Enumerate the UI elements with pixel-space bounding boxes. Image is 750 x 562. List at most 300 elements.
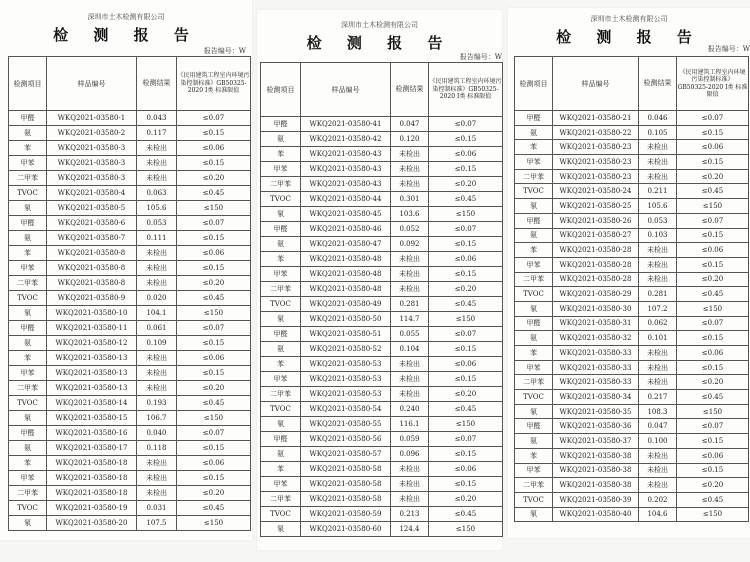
cell-item: 二甲苯 — [515, 478, 553, 493]
cell-result: 104.6 — [639, 507, 677, 522]
table-row — [261, 237, 503, 252]
cell-result: 未检出 — [639, 346, 677, 361]
cell-result: 未检出 — [391, 177, 429, 192]
cell-item: 二甲苯 — [515, 169, 553, 184]
cell-limit: ≤0.20 — [677, 478, 749, 493]
cell-sample-no: WKQ2021-03580-8 — [47, 276, 137, 291]
cell-limit: ≤0.15 — [677, 155, 749, 170]
cell-item: 甲醛 — [261, 432, 301, 447]
cell-sample-no: WKQ2021-03580-39 — [553, 492, 639, 507]
cell-result: 107.5 — [137, 516, 177, 531]
cell-item: 二甲苯 — [261, 177, 301, 192]
cell-result: 未检出 — [391, 162, 429, 177]
cell-result: 0.047 — [639, 419, 677, 434]
table-row — [261, 342, 503, 357]
cell-limit: ≤0.20 — [177, 381, 251, 396]
cell-item: 氡 — [515, 404, 553, 419]
cell-limit: ≤0.15 — [677, 360, 749, 375]
cell-limit: ≤0.15 — [429, 372, 503, 387]
table-row — [515, 331, 749, 346]
cell-limit: ≤0.45 — [429, 507, 503, 522]
cell-result: 未检出 — [391, 252, 429, 267]
cell-item: 氨 — [9, 336, 47, 351]
table-row — [515, 257, 749, 272]
cell-result: 0.240 — [391, 402, 429, 417]
cell-limit: ≤0.20 — [429, 387, 503, 402]
report-number: 报告编号：W — [707, 45, 750, 53]
cell-sample-no: WKQ2021-03580-13 — [47, 366, 137, 381]
cell-sample-no: WKQ2021-03580-38 — [553, 463, 639, 478]
results-table — [514, 56, 749, 522]
table-row — [9, 126, 251, 141]
table-row — [9, 456, 251, 471]
table-row — [261, 462, 503, 477]
cell-item: 甲醛 — [9, 216, 47, 231]
table-row — [515, 390, 749, 405]
cell-result: 未检出 — [639, 257, 677, 272]
cell-limit: ≤150 — [177, 306, 251, 321]
table-row — [261, 192, 503, 207]
cell-limit: ≤0.15 — [177, 336, 251, 351]
cell-result: 未检出 — [639, 360, 677, 375]
cell-item: 二甲苯 — [515, 375, 553, 390]
cell-sample-no: WKQ2021-03580-27 — [553, 228, 639, 243]
table-row — [515, 228, 749, 243]
cell-result: 未检出 — [639, 375, 677, 390]
cell-limit: ≤0.15 — [177, 471, 251, 486]
cell-result: 未检出 — [137, 171, 177, 186]
cell-limit: ≤0.06 — [677, 346, 749, 361]
table-row — [261, 402, 503, 417]
table-row — [515, 507, 749, 522]
table-row — [261, 207, 503, 222]
cell-item: 苯 — [261, 147, 301, 162]
table-row — [9, 516, 251, 531]
table-row — [9, 501, 251, 516]
cell-item: 氨 — [515, 125, 553, 140]
cell-sample-no: WKQ2021-03580-50 — [301, 312, 391, 327]
cell-sample-no: WKQ2021-03580-35 — [553, 404, 639, 419]
cell-sample-no: WKQ2021-03580-13 — [47, 351, 137, 366]
cell-result: 0.117 — [137, 126, 177, 141]
header-limit: 《民用建筑工程室内环境污染控制标准》GB50325-2020 I类 标准限值 — [177, 57, 251, 111]
cell-limit: ≤0.20 — [177, 486, 251, 501]
cell-limit: ≤0.45 — [677, 390, 749, 405]
table-row — [9, 216, 251, 231]
cell-item: 甲醛 — [9, 426, 47, 441]
cell-result: 103.6 — [391, 207, 429, 222]
cell-item: 氡 — [9, 201, 47, 216]
header-limit: 《民用建筑工程室内环境污染控制标准》GB50325-2020 I类 标准限值 — [677, 57, 749, 111]
cell-limit: ≤0.15 — [429, 237, 503, 252]
cell-limit: ≤0.06 — [429, 462, 503, 477]
cell-item: 氡 — [515, 301, 553, 316]
cell-sample-no: WKQ2021-03580-28 — [553, 257, 639, 272]
cell-limit: ≤150 — [177, 201, 251, 216]
cell-limit: ≤0.07 — [677, 419, 749, 434]
cell-result: 0.031 — [137, 501, 177, 516]
cell-result: 未检出 — [639, 140, 677, 155]
cell-result: 未检出 — [137, 486, 177, 501]
table-row — [261, 252, 503, 267]
cell-limit: ≤150 — [677, 199, 749, 214]
cell-result: 未检出 — [639, 155, 677, 170]
cell-limit: ≤0.06 — [429, 357, 503, 372]
cell-limit: ≤150 — [677, 301, 749, 316]
report-number: 报告编号：W — [203, 47, 246, 55]
table-row — [515, 375, 749, 390]
table-row — [9, 321, 251, 336]
cell-item: 苯 — [515, 243, 553, 258]
cell-sample-no: WKQ2021-03580-53 — [301, 372, 391, 387]
cell-result: 0.040 — [137, 426, 177, 441]
cell-item: 氡 — [9, 306, 47, 321]
table-row — [9, 201, 251, 216]
cell-limit: ≤0.15 — [429, 342, 503, 357]
cell-item: 氡 — [9, 516, 47, 531]
table-row — [515, 478, 749, 493]
table-row — [515, 111, 749, 126]
company-name: 深圳市土木检测有限公司 — [590, 15, 668, 23]
cell-result: 未检出 — [639, 478, 677, 493]
cell-result: 未检出 — [391, 492, 429, 507]
cell-result: 未检出 — [391, 477, 429, 492]
cell-item: 氡 — [515, 507, 553, 522]
table-row — [261, 222, 503, 237]
company-name: 深圳市土木检测有限公司 — [87, 13, 165, 21]
cell-sample-no: WKQ2021-03580-7 — [47, 231, 137, 246]
cell-result: 0.052 — [391, 222, 429, 237]
cell-result: 108.3 — [639, 404, 677, 419]
table-row — [9, 141, 251, 156]
cell-sample-no: WKQ2021-03580-10 — [47, 306, 137, 321]
cell-result: 0.092 — [391, 237, 429, 252]
cell-item: 甲苯 — [515, 155, 553, 170]
header-sample-no: 样品编号 — [47, 57, 137, 111]
table-row — [261, 177, 503, 192]
cell-result: 0.062 — [639, 316, 677, 331]
cell-sample-no: WKQ2021-03580-3 — [47, 156, 137, 171]
cell-item: 氡 — [261, 207, 301, 222]
cell-sample-no: WKQ2021-03580-9 — [47, 291, 137, 306]
cell-item: 甲苯 — [9, 471, 47, 486]
cell-result: 未检出 — [639, 272, 677, 287]
cell-sample-no: WKQ2021-03580-18 — [47, 486, 137, 501]
cell-result: 未检出 — [391, 267, 429, 282]
cell-limit: ≤0.06 — [677, 243, 749, 258]
table-row — [261, 267, 503, 282]
cell-limit: ≤0.15 — [177, 261, 251, 276]
cell-limit: ≤0.15 — [429, 267, 503, 282]
cell-result: 0.111 — [137, 231, 177, 246]
report-sheet-1 — [0, 0, 252, 540]
cell-item: 氡 — [515, 199, 553, 214]
table-row — [9, 396, 251, 411]
cell-item: 甲苯 — [261, 372, 301, 387]
cell-sample-no: WKQ2021-03580-3 — [47, 141, 137, 156]
cell-sample-no: WKQ2021-03580-33 — [553, 360, 639, 375]
table-row — [261, 132, 503, 147]
cell-item: 甲苯 — [261, 162, 301, 177]
cell-sample-no: WKQ2021-03580-57 — [301, 447, 391, 462]
table-row — [515, 360, 749, 375]
table-row — [9, 426, 251, 441]
cell-limit: ≤0.45 — [177, 186, 251, 201]
cell-sample-no: WKQ2021-03580-53 — [301, 387, 391, 402]
cell-result: 未检出 — [639, 448, 677, 463]
cell-sample-no: WKQ2021-03580-32 — [553, 331, 639, 346]
cell-item: 氨 — [9, 126, 47, 141]
table-row — [261, 312, 503, 327]
cell-sample-no: WKQ2021-03580-1 — [47, 111, 137, 126]
table-row — [9, 246, 251, 261]
table-row — [9, 156, 251, 171]
cell-limit: ≤0.07 — [429, 117, 503, 132]
cell-limit: ≤150 — [429, 417, 503, 432]
cell-limit: ≤0.20 — [177, 171, 251, 186]
cell-result: 0.109 — [137, 336, 177, 351]
cell-sample-no: WKQ2021-03580-52 — [301, 342, 391, 357]
cell-sample-no: WKQ2021-03580-16 — [47, 426, 137, 441]
cell-sample-no: WKQ2021-03580-22 — [553, 125, 639, 140]
table-row — [9, 306, 251, 321]
cell-limit: ≤0.15 — [677, 257, 749, 272]
cell-result: 0.217 — [639, 390, 677, 405]
table-row — [261, 477, 503, 492]
cell-sample-no: WKQ2021-03580-25 — [553, 199, 639, 214]
cell-sample-no: WKQ2021-03580-2 — [47, 126, 137, 141]
table-row — [9, 261, 251, 276]
cell-sample-no: WKQ2021-03580-51 — [301, 327, 391, 342]
cell-sample-no: WKQ2021-03580-33 — [553, 346, 639, 361]
cell-sample-no: WKQ2021-03580-4 — [47, 186, 137, 201]
cell-result: 未检出 — [391, 462, 429, 477]
cell-item: 甲苯 — [515, 360, 553, 375]
cell-limit: ≤150 — [429, 312, 503, 327]
cell-item: 氨 — [261, 342, 301, 357]
table-row — [9, 471, 251, 486]
cell-item: TVOC — [261, 507, 301, 522]
cell-result: 0.281 — [391, 297, 429, 312]
cell-sample-no: WKQ2021-03580-23 — [553, 169, 639, 184]
company-name: 深圳市土木检测有限公司 — [341, 21, 418, 29]
cell-result: 0.213 — [391, 507, 429, 522]
cell-limit: ≤150 — [177, 411, 251, 426]
cell-sample-no: WKQ2021-03580-46 — [301, 222, 391, 237]
cell-limit: ≤150 — [677, 507, 749, 522]
table-row — [9, 336, 251, 351]
report-sheet-3 — [508, 8, 750, 538]
table-row — [515, 199, 749, 214]
table-row — [515, 301, 749, 316]
cell-item: 氨 — [9, 441, 47, 456]
cell-limit: ≤0.06 — [677, 448, 749, 463]
cell-item: 甲苯 — [261, 477, 301, 492]
cell-sample-no: WKQ2021-03580-6 — [47, 216, 137, 231]
cell-limit: ≤0.20 — [677, 169, 749, 184]
cell-item: 氨 — [515, 228, 553, 243]
cell-result: 未检出 — [137, 381, 177, 396]
cell-sample-no: WKQ2021-03580-58 — [301, 462, 391, 477]
cell-item: 甲醛 — [9, 111, 47, 126]
cell-limit: ≤0.45 — [429, 297, 503, 312]
cell-sample-no: WKQ2021-03580-56 — [301, 432, 391, 447]
cell-item: 甲苯 — [515, 257, 553, 272]
cell-result: 0.059 — [391, 432, 429, 447]
cell-limit: ≤0.07 — [177, 426, 251, 441]
header-item: 检测项目 — [261, 63, 301, 117]
cell-limit: ≤0.20 — [177, 276, 251, 291]
cell-item: 氡 — [9, 411, 47, 426]
cell-limit: ≤0.45 — [177, 291, 251, 306]
header-sample-no: 样品编号 — [301, 63, 391, 117]
cell-sample-no: WKQ2021-03580-47 — [301, 237, 391, 252]
cell-sample-no: WKQ2021-03580-59 — [301, 507, 391, 522]
cell-item: TVOC — [261, 402, 301, 417]
table-row — [9, 366, 251, 381]
cell-limit: ≤150 — [429, 522, 503, 537]
cell-sample-no: WKQ2021-03580-30 — [553, 301, 639, 316]
cell-sample-no: WKQ2021-03580-19 — [47, 501, 137, 516]
cell-item: 苯 — [9, 351, 47, 366]
table-row — [261, 447, 503, 462]
cell-sample-no: WKQ2021-03580-14 — [47, 396, 137, 411]
cell-sample-no: WKQ2021-03580-43 — [301, 177, 391, 192]
cell-limit: ≤0.07 — [677, 316, 749, 331]
cell-limit: ≤0.15 — [677, 463, 749, 478]
cell-result: 0.301 — [391, 192, 429, 207]
table-row — [9, 186, 251, 201]
cell-item: 氨 — [261, 237, 301, 252]
cell-item: 苯 — [9, 246, 47, 261]
cell-limit: ≤0.20 — [677, 272, 749, 287]
cell-result: 未检出 — [391, 387, 429, 402]
cell-item: 氨 — [515, 434, 553, 449]
report-title: 检 测 报 告 — [306, 34, 453, 52]
cell-result: 未检出 — [639, 169, 677, 184]
cell-result: 未检出 — [137, 471, 177, 486]
cell-sample-no: WKQ2021-03580-11 — [47, 321, 137, 336]
cell-result: 未检出 — [137, 156, 177, 171]
cell-result: 0.020 — [137, 291, 177, 306]
cell-limit: ≤0.15 — [677, 228, 749, 243]
cell-item: 二甲苯 — [9, 381, 47, 396]
cell-item: 氨 — [261, 447, 301, 462]
cell-limit: ≤0.20 — [429, 492, 503, 507]
cell-limit: ≤0.15 — [677, 125, 749, 140]
cell-limit: ≤0.45 — [429, 402, 503, 417]
cell-sample-no: WKQ2021-03580-48 — [301, 282, 391, 297]
cell-item: TVOC — [515, 390, 553, 405]
cell-limit: ≤0.06 — [177, 456, 251, 471]
cell-sample-no: WKQ2021-03580-58 — [301, 477, 391, 492]
table-row — [9, 171, 251, 186]
table-row — [9, 111, 251, 126]
cell-result: 未检出 — [137, 276, 177, 291]
table-row — [261, 432, 503, 447]
table-row — [261, 162, 503, 177]
cell-result: 未检出 — [137, 351, 177, 366]
cell-sample-no: WKQ2021-03580-31 — [553, 316, 639, 331]
cell-limit: ≤0.06 — [677, 140, 749, 155]
cell-result: 未检出 — [639, 463, 677, 478]
cell-item: 甲苯 — [9, 366, 47, 381]
cell-result: 0.061 — [137, 321, 177, 336]
table-row — [9, 411, 251, 426]
cell-limit: ≤0.06 — [177, 141, 251, 156]
cell-sample-no: WKQ2021-03580-38 — [553, 448, 639, 463]
cell-limit: ≤0.45 — [177, 396, 251, 411]
table-row — [515, 155, 749, 170]
header-sample-no: 样品编号 — [553, 57, 639, 111]
table-row — [261, 507, 503, 522]
cell-result: 未检出 — [639, 243, 677, 258]
table-row — [515, 213, 749, 228]
cell-item: 甲醛 — [515, 419, 553, 434]
table-row — [9, 486, 251, 501]
cell-result: 0.053 — [137, 216, 177, 231]
cell-item: 甲醛 — [261, 222, 301, 237]
cell-item: 氨 — [9, 231, 47, 246]
cell-result: 0.043 — [137, 111, 177, 126]
cell-item: 二甲苯 — [261, 492, 301, 507]
header-limit: 《民用建筑工程室内环境污染控制标准》GB50325-2020 I类 标准限值 — [429, 63, 503, 117]
cell-result: 0.053 — [639, 213, 677, 228]
cell-result: 0.101 — [639, 331, 677, 346]
table-row — [515, 184, 749, 199]
cell-sample-no: WKQ2021-03580-8 — [47, 246, 137, 261]
table-row — [9, 381, 251, 396]
cell-item: TVOC — [9, 186, 47, 201]
cell-item: 二甲苯 — [9, 486, 47, 501]
header-item: 检测项目 — [9, 57, 47, 111]
cell-item: TVOC — [515, 492, 553, 507]
cell-limit: ≤0.07 — [677, 111, 749, 126]
cell-sample-no: WKQ2021-03580-37 — [553, 434, 639, 449]
cell-limit: ≤0.06 — [429, 252, 503, 267]
cell-sample-no: WKQ2021-03580-28 — [553, 272, 639, 287]
cell-item: 甲苯 — [515, 463, 553, 478]
cell-result: 107.2 — [639, 301, 677, 316]
header-item: 检测项目 — [515, 57, 553, 111]
cell-item: 二甲苯 — [261, 282, 301, 297]
cell-limit: ≤0.15 — [677, 331, 749, 346]
cell-item: 二甲苯 — [9, 276, 47, 291]
cell-limit: ≤0.15 — [177, 441, 251, 456]
cell-result: 0.202 — [639, 492, 677, 507]
cell-limit: ≤0.07 — [177, 111, 251, 126]
cell-item: 苯 — [515, 448, 553, 463]
cell-result: 未检出 — [391, 147, 429, 162]
cell-limit: ≤0.45 — [677, 492, 749, 507]
table-row — [261, 417, 503, 432]
cell-sample-no: WKQ2021-03580-12 — [47, 336, 137, 351]
cell-result: 0.096 — [391, 447, 429, 462]
table-row — [515, 448, 749, 463]
cell-sample-no: WKQ2021-03580-60 — [301, 522, 391, 537]
cell-item: 二甲苯 — [515, 272, 553, 287]
table-row — [515, 243, 749, 258]
cell-limit: ≤0.07 — [177, 216, 251, 231]
cell-result: 0.046 — [639, 111, 677, 126]
table-row — [9, 231, 251, 246]
cell-sample-no: WKQ2021-03580-5 — [47, 201, 137, 216]
results-table — [8, 56, 251, 531]
table-row — [515, 492, 749, 507]
cell-sample-no: WKQ2021-03580-36 — [553, 419, 639, 434]
cell-limit: ≤0.45 — [429, 192, 503, 207]
cell-limit: ≤0.07 — [429, 327, 503, 342]
